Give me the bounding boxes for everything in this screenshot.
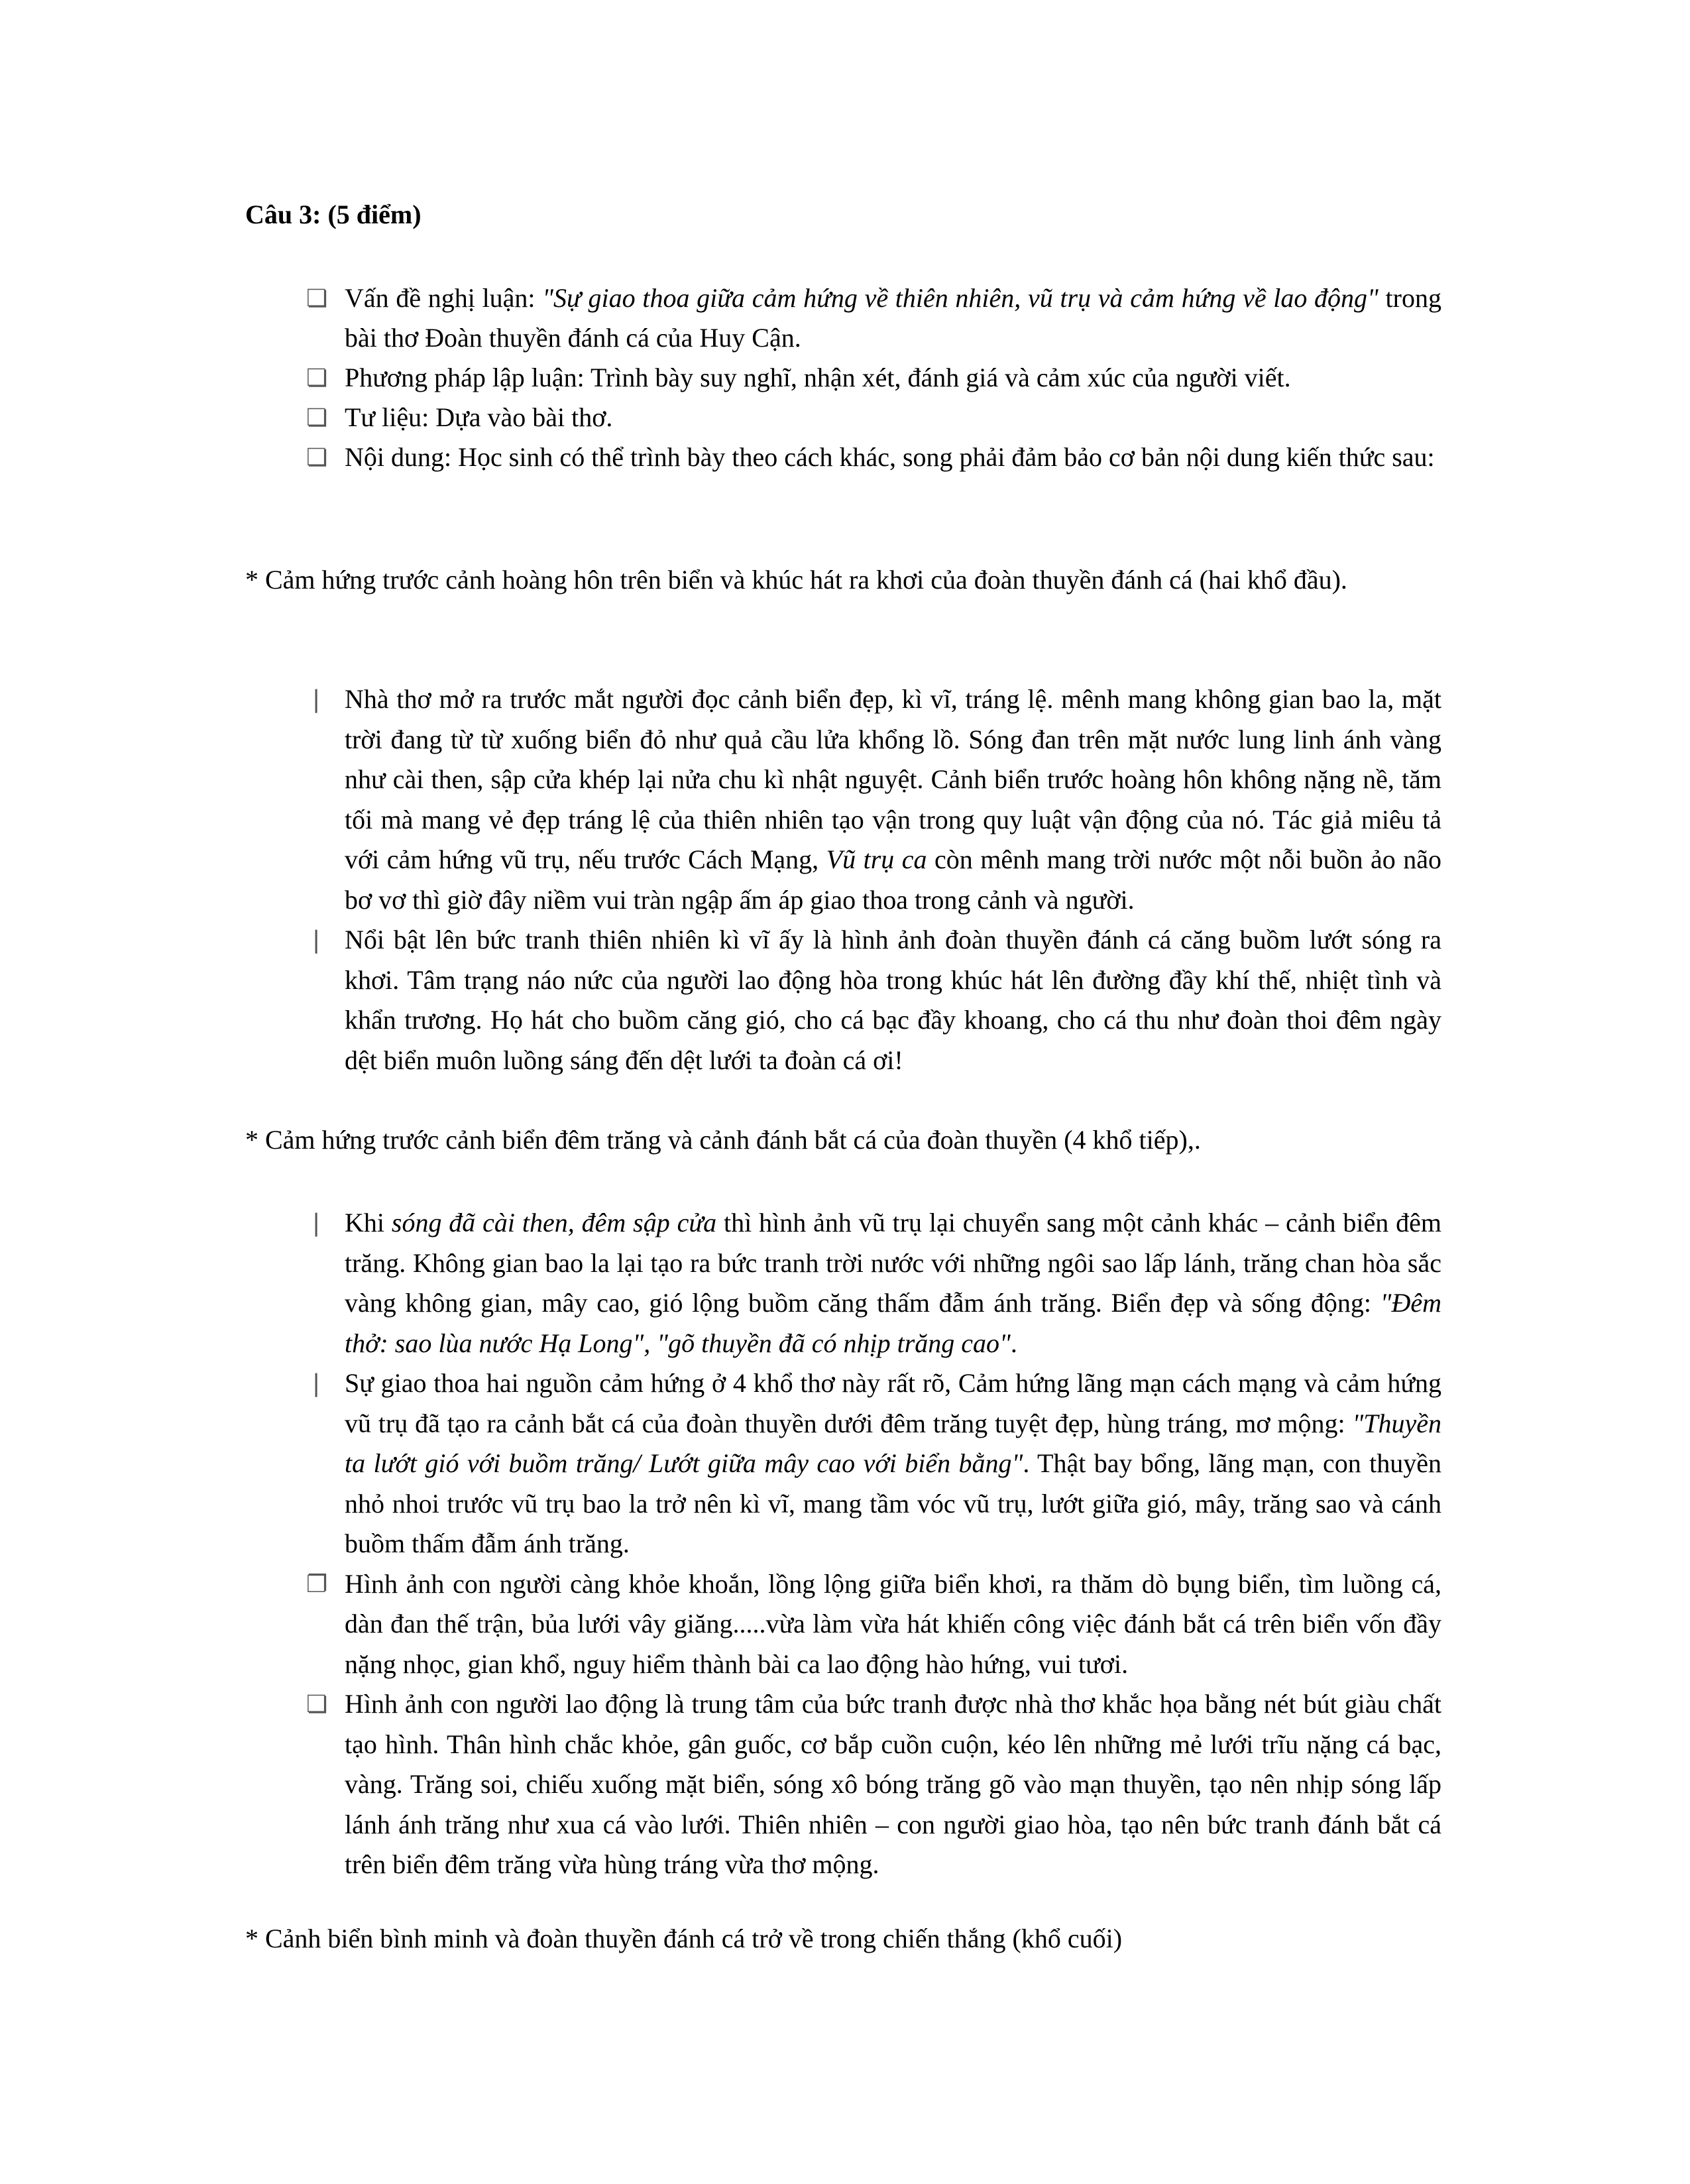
bar-bullet-icon: ❘ xyxy=(306,686,327,713)
bar-bullet-icon: ❘ xyxy=(306,1210,327,1236)
intro-list xyxy=(292,278,1441,477)
section-1-body xyxy=(292,679,1441,1080)
section-3-title: * Cảnh biển bình minh và đoàn thuyền đánh cá trở về trong chiến thắng (khổ cuối) xyxy=(245,1924,1123,1953)
section-2-title: * Cảm hứng trước cảnh biển đêm trăng và cảnh đánh bắt cá của đoàn thuyền (4 khổ tiếp),. xyxy=(245,1125,1201,1155)
intro-item-issue: ❏ Vấn đề nghị luận: "Sự giao thoa giữa cảm hứng về thiên nhiên, vũ trụ và cảm hứng về lao động" trong bài thơ Đoàn thuyền đánh cá của Huy Cận. xyxy=(292,278,1441,358)
question-heading: Câu 3: (5 điểm) xyxy=(245,200,422,229)
checkbox-bullet-icon: ❏ xyxy=(306,285,328,312)
list-item: ❘ Nhà thơ mở ra trước mắt người đọc cảnh biển đẹp, kì vĩ, tráng lệ. mênh mang không gian bao la, mặt trời đang từ từ xuống biển đỏ như quả cầu lửa khổng lồ. Sóng đan trên mặt nước lung linh ánh vàng như cài then, sập cửa khép lại nửa chu kì nhật nguyệt. Cảnh biển trước hoàng hôn không nặng nề, tăm tối mà mang vẻ đẹp tráng lệ của thiên nhiên tạo vận trong quy luật vận động của nó. Tác giả miêu tả với cảm hứng vũ trụ, nếu trước Cách Mạng, Vũ trụ ca còn mênh mang trời nước một nỗi buồn ảo não bơ vơ thì giờ đây niềm vui tràn ngập ấm áp giao thoa trong cảnh và người. xyxy=(292,679,1441,920)
checkbox-bullet-icon: ❏ xyxy=(306,444,328,471)
intro-item-method: ❏ Phương pháp lập luận: Trình bày suy nghĩ, nhận xét, đánh giá và cảm xúc của người viết. xyxy=(292,358,1441,398)
checkbox-bullet-icon: ❏ xyxy=(306,404,328,431)
checkbox-bullet-icon: ❏ xyxy=(306,365,328,391)
section-1-title: * Cảm hứng trước cảnh hoàng hôn trên biển và khúc hát ra khơi của đoàn thuyền đánh cá (hai khổ đầu). xyxy=(245,565,1347,595)
list-item: ❘ Sự giao thoa hai nguồn cảm hứng ở 4 khổ thơ này rất rõ, Cảm hứng lãng mạn cách mạng và cảm hứng vũ trụ đã tạo ra cảnh bắt cá của đoàn thuyền dưới đêm trăng tuyệt đẹp, hùng tráng, mơ mộng: "Thuyền ta lướt gió với buồm trăng/ Lướt giữa mây cao với biển bằng". Thật bay bổng, lãng mạn, con thuyền nhỏ nhoi trước vũ trụ bao la trở nên kì vĩ, mang tầm vóc vũ trụ, lướt giữa gió, mây, trăng sao và cánh buồm thấm đẫm ánh trăng. xyxy=(292,1363,1441,1564)
checkbox-bullet-icon: ❐ xyxy=(306,1570,328,1597)
checkbox-bullet-icon: ❏ xyxy=(306,1691,328,1717)
list-item: ❏ Hình ảnh con người lao động là trung tâm của bức tranh được nhà thơ khắc họa bằng nét bút giàu chất tạo hình. Thân hình chắc khỏe, gân guốc, cơ bắp cuồn cuộn, kéo lên những mẻ lưới trĩu nặng cá bạc, vàng. Trăng soi, chiếu xuống mặt biển, sóng xô bóng trăng gõ vào mạn thuyền, tạo nên nhịp sóng lấp lánh ánh trăng như xua cá vào lưới. Thiên nhiên – con người giao hòa, tạo nên bức tranh đánh bắt cá trên biển đêm trăng vừa hùng tráng vừa thơ mộng. xyxy=(292,1684,1441,1885)
list-item: ❘ Khi sóng đã cài then, đêm sập cửa thì hình ảnh vũ trụ lại chuyển sang một cảnh khác – cảnh biển đêm trăng. Không gian bao la lại tạo ra bức tranh trời nước với những ngôi sao lấp lánh, trăng chan hòa sắc vàng không gian, mây cao, gió lộng buồm căng thấm đẫm ánh trăng. Biển đẹp và sống động: "Đêm thở: sao lùa nước Hạ Long", "gõ thuyền đã có nhịp trăng cao". xyxy=(292,1203,1441,1363)
bar-bullet-icon: ❘ xyxy=(306,1370,327,1397)
list-item: ❐ Hình ảnh con người càng khỏe khoắn, lồng lộng giữa biển khơi, ra thăm dò bụng biển, tìm luồng cá, dàn đan thế trận, bủa lưới vây giăng.....vừa làm vừa hát khiến công việc đánh bắt cá trên biển vốn đầy nặng nhọc, gian khổ, nguy hiểm thành bài ca lao động hào hứng, vui tươi. xyxy=(292,1564,1441,1685)
intro-item-material: ❏ Tư liệu: Dựa vào bài thơ. xyxy=(292,398,1441,437)
intro-item-content: ❏ Nội dung: Học sinh có thể trình bày theo cách khác, song phải đảm bảo cơ bản nội dung kiến thức sau: xyxy=(292,437,1441,477)
list-item: ❘ Nổi bật lên bức tranh thiên nhiên kì vĩ ấy là hình ảnh đoàn thuyền đánh cá căng buồm lướt sóng ra khơi. Tâm trạng náo nức của người lao động hòa trong khúc hát lên đường đầy khí thế, nhiệt tình và khẩn trương. Họ hát cho buồm căng gió, cho cá bạc đầy khoang, cho cá thu như đoàn thoi đêm ngày dệt biển muôn luồng sáng đến dệt lưới ta đoàn cá ơi! xyxy=(292,920,1441,1080)
section-2-body xyxy=(292,1203,1441,1885)
bar-bullet-icon: ❘ xyxy=(306,927,327,953)
